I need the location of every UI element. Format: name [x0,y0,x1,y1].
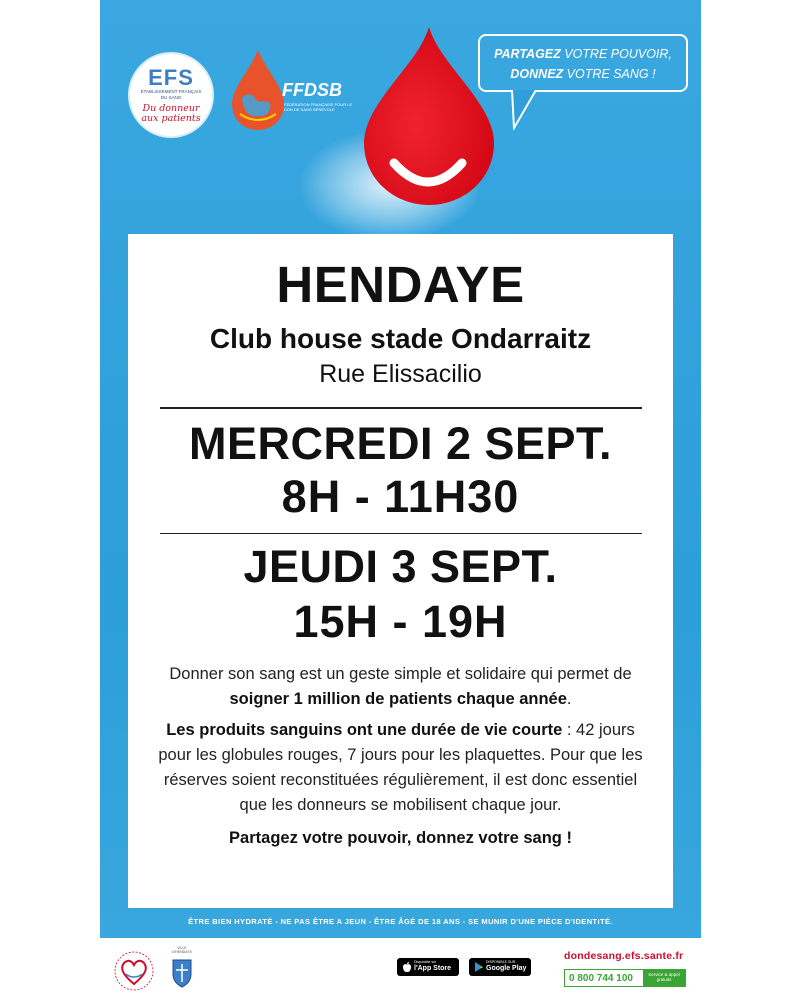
divider [160,407,642,409]
town-crest-label: VILLE D'HENDAYE [172,946,192,954]
google-play-label: Google Play [486,965,527,972]
info-paragraph-3 [154,826,647,851]
apple-icon [401,961,413,973]
info-paragraph-1-end: . [566,690,572,708]
info-paragraph-1-bold: soigner 1 million de patients chaque année [229,690,567,708]
info-paragraph-2-bold: Les produits sanguins ont une durée de vie courte [166,721,563,739]
google-play-icon [473,961,485,973]
info-paragraph-2-text: : 42 jours pour les globules rouges, 7 jours pour les plaquettes. Pour que les réserves soient reconstituées régulièrement, il est donc essentiel que les donneurs se mobilisent chaque jour. [158,721,643,814]
info-paragraph-1 [154,662,647,712]
info-paragraph-3-bold: Partagez votre pouvoir, donnez votre sang ! [229,829,572,847]
divider [160,533,642,535]
event-time-1: 8H - 11H30 [281,470,520,522]
event-card [128,234,673,908]
app-store-caption: Disponible sur [414,960,437,964]
speech-bubble-line-1 [480,44,686,64]
event-date-1: MERCREDI 2 SEPT. [188,417,613,469]
event-time-2: 15H - 19H [293,596,508,647]
app-store-badge[interactable] [397,958,459,976]
ffdsb-logo [228,48,364,132]
google-play-caption: DISPONIBLE SUR [486,960,516,964]
speech-bubble-bold-2: DONNEZ [510,67,564,81]
website-link[interactable]: dondesang.efs.sante.fr [564,950,684,962]
donor-conditions: ÊTRE BIEN HYDRATÉ - NE PAS ÊTRE A JEUN - ÊTRE ÂGÉ DE 18 ANS - SE MUNIR D'UNE PIÈCE D'IDENTITÉ. [188,917,613,926]
speech-bubble-rest-1: VOTRE POUVOIR, [560,47,672,61]
efs-logo-tagline-2: aux patients [141,113,201,124]
town-crest-icon [170,958,194,988]
phone-number-box [564,969,686,987]
speech-bubble-rest-2: VOTRE SANG ! [563,67,656,81]
speech-bubble-bold-1: PARTAGEZ [494,47,561,61]
efs-logo-tagline-1: Du donneur [142,103,200,114]
event-street: Rue Elissacilio [319,360,482,388]
footer [100,938,701,1000]
app-store-label: l'App Store [414,965,452,972]
google-play-badge[interactable] [469,958,531,976]
speech-bubble [478,34,688,92]
phone-tag: Service & appel gratuits [643,970,685,986]
ffdsb-logo-subtitle: FÉDÉRATION FRANÇAISE POUR LE DON DE SANG BÉNÉVOLE [284,102,353,112]
efs-logo-title: EFS [148,65,194,90]
info-paragraph-1-text: Donner son sang est un geste simple et solidaire qui permet de [169,665,632,683]
phone-number: 0 800 744 100 [569,973,633,984]
heart-association-logo-icon [112,950,156,992]
town-crest [170,946,194,996]
speech-bubble-tail-icon [510,90,540,130]
efs-logo [128,52,214,138]
event-venue: Club house stade Ondarraitz [209,323,592,354]
efs-logo-subtitle: ÉTABLISSEMENT FRANÇAIS DU SANG [140,89,202,100]
ffdsb-logo-title: FFDSB [282,80,342,100]
speech-bubble-line-2 [480,64,686,84]
event-city: HENDAYE [276,256,525,313]
poster [100,0,701,1000]
event-date-2: JEUDI 3 SEPT. [243,541,558,592]
ffdsb-drop-icon [228,48,288,132]
info-paragraph-2 [154,718,647,818]
